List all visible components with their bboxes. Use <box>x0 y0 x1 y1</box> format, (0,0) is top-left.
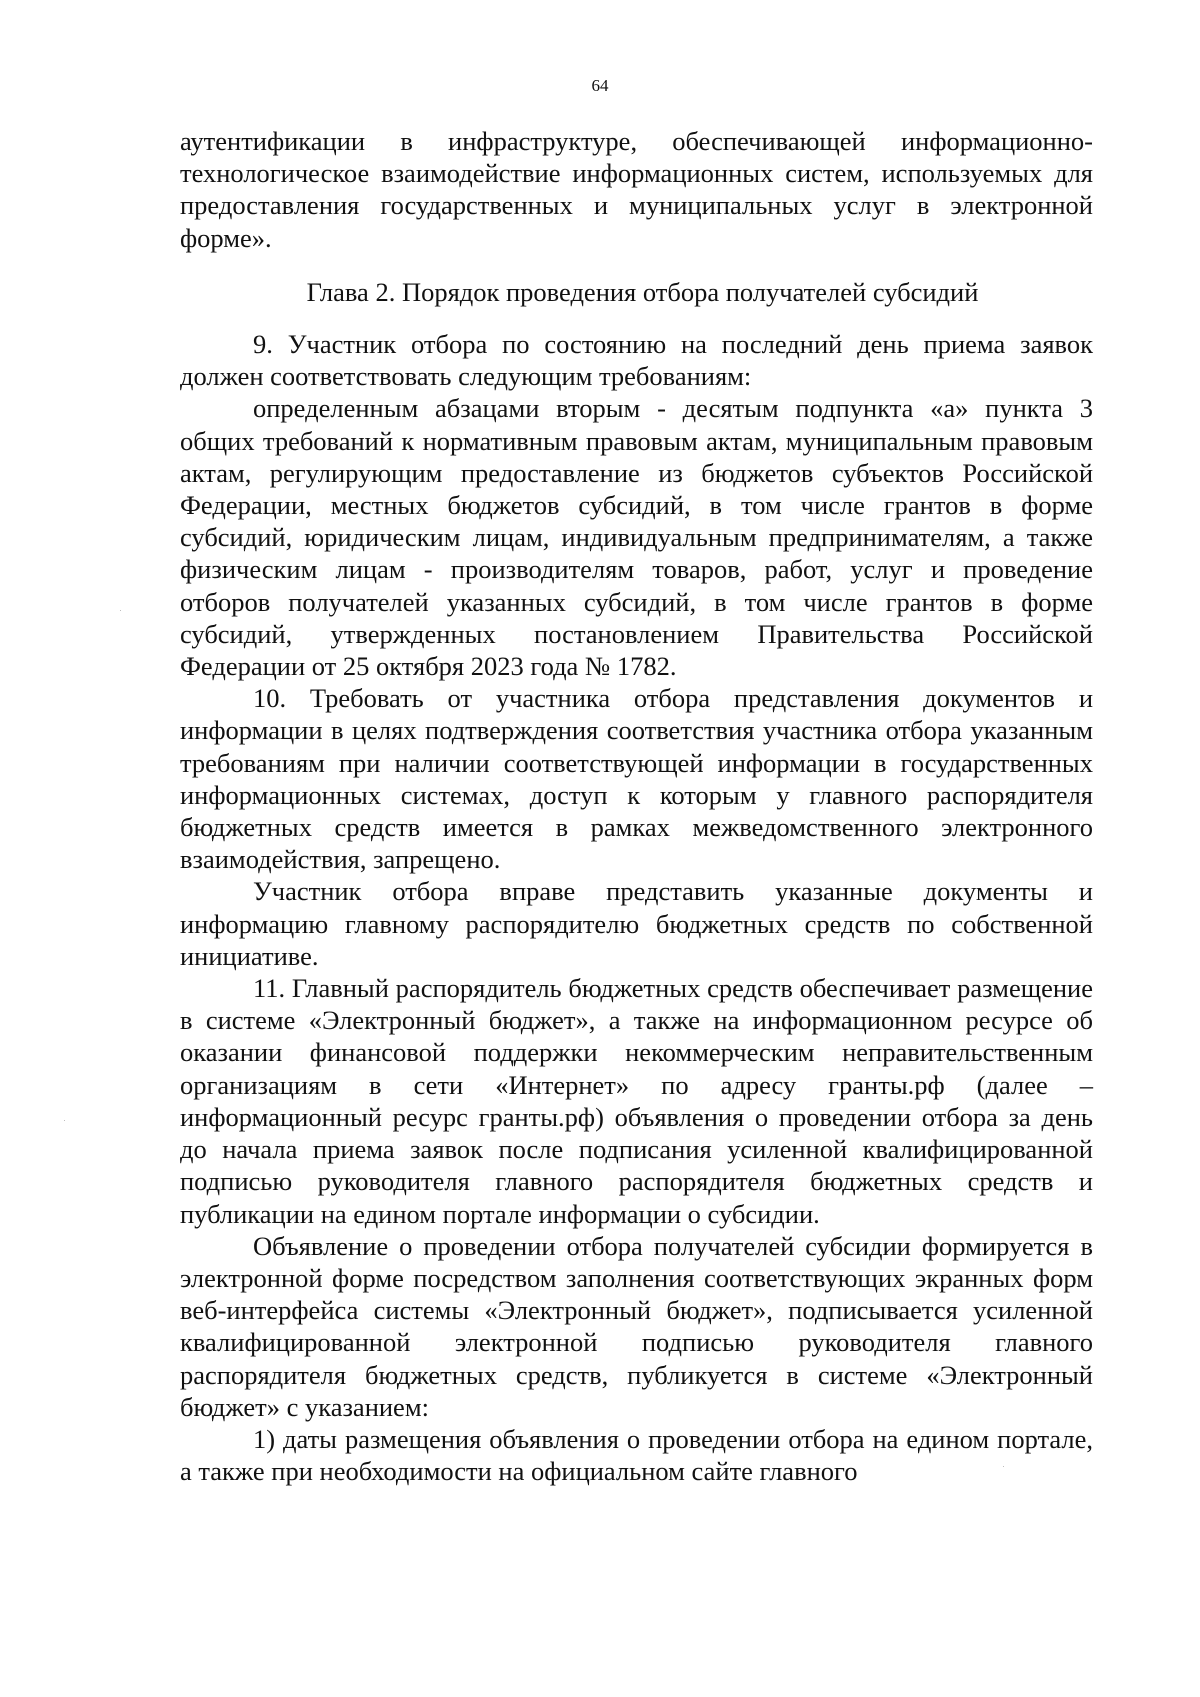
paragraph-11-announcement: Объявление о проведении отбора получателей субсидии формируется в электронной форме посредством заполнения соответствующих экранных форм веб-интерфейса системы «Электронный бюджет», подписывается усиленной квалифицированной электронной подписью руководителя главного распорядителя бюджетных средств, публикуется в системе «Электронный бюджет» с указанием: <box>180 1230 1093 1422</box>
paragraph-11-item-1: 1) даты размещения объявления о проведении отбора на едином портале, а также при необходимости на официальном сайте главного <box>180 1423 1093 1487</box>
paragraph-intro-continuation: аутентификации в инфраструктуре, обеспечивающей информационно-технологическое взаимодействие информационных систем, используемых для предоставления государственных и муниципальных услуг в электронной форме». <box>180 126 1093 253</box>
scan-speck <box>64 1120 65 1121</box>
paragraph-10: 10. Требовать от участника отбора представления документов и информации в целях подтверждения соответствия участника отбора указанным требованиям при наличии соответствующей информации в государственных информационных системах, доступ к которым у главного распорядителя бюджетных средств имеется в рамках межведомственного электронного взаимодействия, запрещено. <box>180 683 1093 875</box>
spacer <box>180 308 1093 328</box>
paragraph-9-requirements: определенным абзацами вторым - десятым подпункта «а» пункта 3 общих требований к нормативным правовым актам, муниципальным правовым актам, регулирующим предоставление из бюджетов субъектов Российской Федерации, местных бюджетов субсидий, в том числе грантов в форме субсидий, юридическим лицам, индивидуальным предпринимателям, а также физическим лицам - производителям товаров, работ, услуг и проведение отборов получателей указанных субсидий, в том числе грантов в форме субсидий, утвержденных постановлением Правительства Российской Федерации от 25 октября 2023 года № 1782. <box>180 393 1093 682</box>
document-body <box>180 125 1093 1487</box>
paragraph-10-note: Участник отбора вправе представить указанные документы и информацию главному распорядителю бюджетных средств по собственной инициативе. <box>180 876 1093 971</box>
chapter-heading: Глава 2. Порядок проведения отбора получателей субсидий <box>306 276 979 307</box>
paragraph-11: 11. Главный распорядитель бюджетных средств обеспечивает размещение в системе «Электронный бюджет», а также на информационном ресурсе об оказании финансовой поддержки некоммерческим неправительственным организациям в сети «Интернет» по адресу гранты.рф (далее – информационный ресурс гранты.рф) объявления о проведении отбора за день до начала приема заявок после подписания усиленной квалифицированной подписью руководителя главного распорядителя бюджетных средств и публикации на едином портале информации о субсидии. <box>180 973 1093 1229</box>
spacer <box>180 254 1093 276</box>
scan-speck <box>120 610 121 611</box>
scan-speck <box>1003 1466 1004 1467</box>
page-number: 64 <box>591 76 609 95</box>
paragraph-9: 9. Участник отбора по состоянию на последний день приема заявок должен соответствовать следующим требованиям: <box>180 329 1093 392</box>
